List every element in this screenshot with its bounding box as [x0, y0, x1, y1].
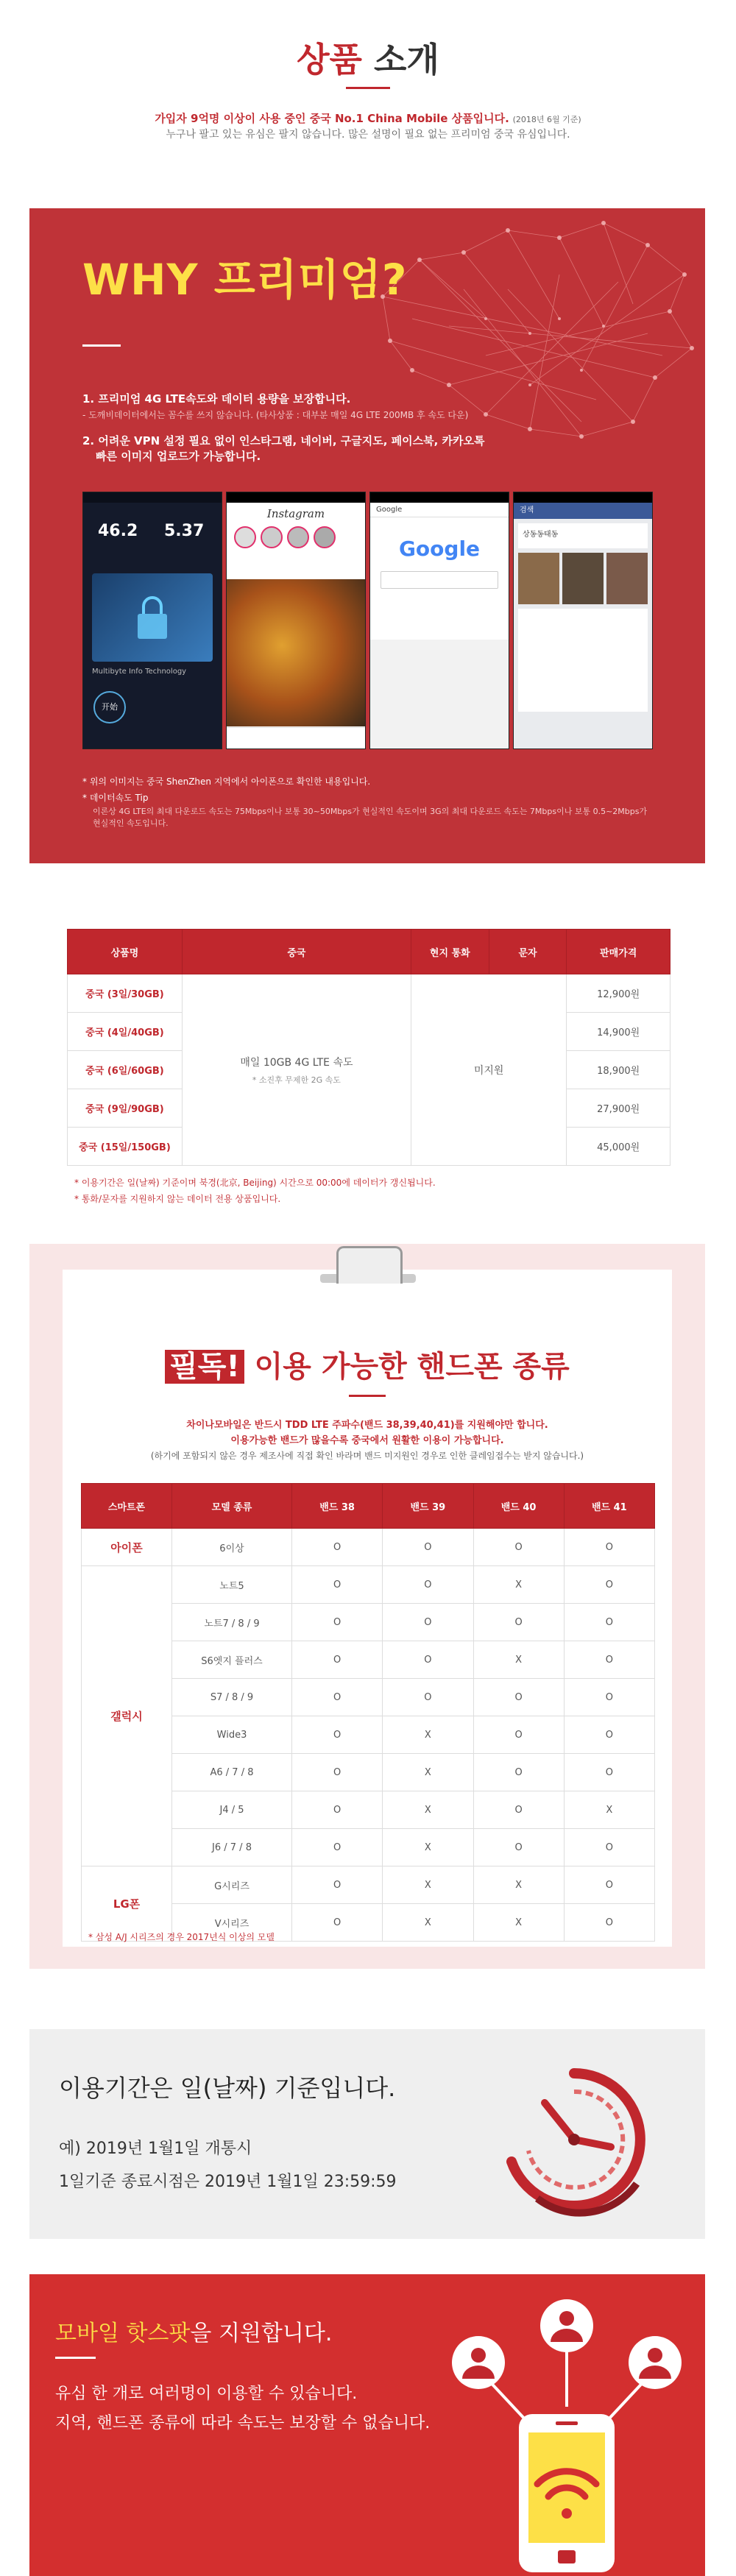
model-name: S7 / 8 / 9	[172, 1679, 292, 1716]
compat-header-b40: 밴드 40	[473, 1484, 564, 1529]
plan-name: 중국 (15일/150GB)	[68, 1128, 183, 1166]
model-name: J6 / 7 / 8	[172, 1829, 292, 1866]
band-41-support: X	[564, 1791, 654, 1829]
band-41-support: O	[564, 1754, 654, 1791]
hotspot-section	[29, 2274, 705, 2576]
hotspot-dash	[55, 2357, 96, 2359]
why-point-2-line1: 2. 어려운 VPN 설정 필요 없이 인스타그램, 네이버, 구글지도, 페이스북, 카카오톡	[82, 434, 485, 447]
intro-line1-bold: 가입자 9억명 이상이 사용 중인 중국 No.1 China Mobile 상품입니다.	[155, 112, 509, 125]
band-39-support: O	[383, 1566, 473, 1604]
facebook-screenshot	[513, 492, 653, 749]
table-row	[82, 1866, 655, 1904]
brand-apple: 아이폰	[82, 1529, 172, 1566]
band-38-support: O	[292, 1529, 383, 1566]
why-premium-section	[29, 208, 705, 863]
phones-desc-2: 이용가능한 밴드가 많을수록 중국에서 원활한 이용이 가능합니다.	[230, 1435, 504, 1446]
band-39-support: O	[383, 1529, 473, 1566]
google-tab[interactable]: Google	[370, 503, 509, 517]
band-38-support: O	[292, 1604, 383, 1641]
band-40-support: X	[473, 1641, 564, 1679]
band-41-support: O	[564, 1904, 654, 1942]
compatibility-note: * 삼성 A/J 시리즈의 경우 2017년식 이상의 모델	[88, 1932, 275, 1942]
band-40-support: O	[473, 1679, 564, 1716]
hotspot-title-rest: 을 지원합니다.	[190, 2321, 333, 2346]
story-avatar[interactable]	[287, 526, 309, 548]
intro-line1	[0, 110, 736, 126]
table-row	[82, 1566, 655, 1604]
speedtest-ping-value: 46.2	[98, 522, 138, 540]
price-header-price: 판매가격	[567, 930, 670, 974]
compatible-phones-section	[29, 1244, 705, 1969]
hotspot-line-1: 유심 한 개로 여러명이 이용할 수 있습니다.	[55, 2385, 358, 2403]
intro-title-part1: 상품	[297, 40, 362, 79]
band-40-support: O	[473, 1791, 564, 1829]
compat-header-b38: 밴드 38	[292, 1484, 383, 1529]
intro-title-part2: 소개	[374, 40, 439, 79]
why-title: WHY 프리미엄?	[82, 255, 408, 305]
band-41-support: O	[564, 1829, 654, 1866]
model-name: 6이상	[172, 1529, 292, 1566]
plan-price: 18,900원	[567, 1051, 670, 1089]
compatible-phones-title	[63, 1343, 672, 1385]
model-name: S6엣지 플러스	[172, 1641, 292, 1679]
google-footer	[370, 640, 509, 749]
model-name: J4 / 5	[172, 1791, 292, 1829]
band-40-support: X	[473, 1904, 564, 1942]
band-40-support: O	[473, 1829, 564, 1866]
hotspot-title-highlight: 모바일 핫스팟	[55, 2321, 191, 2346]
google-search-input[interactable]	[381, 571, 498, 589]
speedtest-ad-banner	[92, 573, 213, 662]
band-40-support: X	[473, 1566, 564, 1604]
band-39-support: X	[383, 1754, 473, 1791]
price-note-1: * 이용기간은 일(날짜) 기준이며 북경(北京, Beijing) 시간으로 00:00에 데이터가 갱신됩니다.	[74, 1178, 436, 1188]
band-39-support: X	[383, 1866, 473, 1904]
band-40-support: X	[473, 1866, 564, 1904]
band-38-support: O	[292, 1566, 383, 1604]
compatible-phones-card	[63, 1270, 672, 1947]
band-39-support: X	[383, 1904, 473, 1942]
phone-screenshots	[82, 492, 657, 749]
band-38-support: O	[292, 1866, 383, 1904]
hotspot-line-2: 지역, 핸드폰 종류에 따라 속도는 보장할 수 없습니다.	[55, 2414, 431, 2432]
clipboard-clip-ring-icon	[336, 1246, 403, 1284]
price-table	[67, 929, 670, 1166]
padlock-icon	[92, 573, 213, 662]
band-38-support: O	[292, 1641, 383, 1679]
plan-price: 14,900원	[567, 1013, 670, 1051]
compatible-phones-dash	[349, 1395, 386, 1397]
speedtest-download-value: 5.37	[164, 522, 205, 540]
band-38-support: O	[292, 1716, 383, 1754]
compat-header-b41: 밴드 41	[564, 1484, 654, 1529]
band-41-support: O	[564, 1529, 654, 1566]
speedtest-brand: Multibyte Info Technology	[92, 668, 187, 676]
plan-price: 45,000원	[567, 1128, 670, 1166]
intro-line2: 누구나 팔고 있는 유심은 팔지 않습니다. 많은 설명이 필요 없는 프리미엄 중국 유심입니다.	[166, 129, 570, 141]
band-41-support: O	[564, 1716, 654, 1754]
model-name: A6 / 7 / 8	[172, 1754, 292, 1791]
band-38-support: O	[292, 1679, 383, 1716]
facebook-photo	[606, 553, 648, 604]
facebook-status-box[interactable]: 상동동태동	[518, 523, 648, 548]
model-name: V시리즈	[172, 1904, 292, 1942]
model-name: Wide3	[172, 1716, 292, 1754]
story-avatar[interactable]	[234, 526, 256, 548]
phones-desc-1: 차이나모바일은 반드시 TDD LTE 주파수(밴드 38,39,40,41)를 지원해야만 합니다.	[186, 1420, 548, 1431]
why-point-1: 1. 프리미엄 4G LTE속도와 데이터 용량을 보장합니다.	[82, 392, 351, 406]
compatible-phones-title-text: 이용 가능한 핸드폰 종류	[244, 1350, 570, 1384]
band-39-support: O	[383, 1604, 473, 1641]
why-note-1: * 위의 이미지는 중국 ShenZhen 지역에서 아이폰으로 확인한 내용입니다.	[82, 776, 371, 787]
model-name: 노트5	[172, 1566, 292, 1604]
story-avatar[interactable]	[261, 526, 283, 548]
facebook-post	[518, 609, 648, 712]
intro-title	[0, 33, 736, 82]
brand-lg: LG폰	[82, 1866, 172, 1942]
instagram-screenshot	[226, 492, 366, 749]
why-title-dash	[82, 344, 121, 347]
band-39-support: O	[383, 1679, 473, 1716]
model-name: 노트7 / 8 / 9	[172, 1604, 292, 1641]
band-41-support: O	[564, 1604, 654, 1641]
plan-name: 중국 (6일/60GB)	[68, 1051, 183, 1089]
hotspot-title	[55, 2315, 332, 2347]
compatibility-table	[81, 1483, 655, 1942]
google-logo: Google	[398, 537, 481, 561]
instagram-logo: Instagram	[266, 507, 325, 520]
period-line-1: 예) 2019년 1월1일 개통시	[59, 2140, 252, 2158]
band-40-support: O	[473, 1716, 564, 1754]
price-header-call: 현지 통화	[411, 930, 489, 974]
speedtest-start-button[interactable]: 开始	[93, 691, 126, 723]
story-avatar[interactable]	[314, 526, 336, 548]
clock-icon	[486, 2059, 662, 2221]
why-point-1-sub: - 도깨비데이터에서는 꼼수를 쓰지 않습니다. (타사상품 : 대부분 매일 4G LTE 200MB 후 속도 다운)	[82, 410, 469, 420]
price-header-china: 중국	[182, 930, 411, 974]
facebook-photo	[518, 553, 559, 604]
plan-name: 중국 (4일/40GB)	[68, 1013, 183, 1051]
price-header-name: 상품명	[68, 930, 183, 974]
plan-price: 27,900원	[567, 1089, 670, 1128]
china-speed-sub: * 소진후 무제한 2G 속도	[252, 1075, 341, 1085]
price-header-sms: 문자	[489, 930, 567, 974]
table-row	[82, 1529, 655, 1566]
model-name: G시리즈	[172, 1866, 292, 1904]
intro-line1-small: (2018년 6월 기준)	[512, 115, 581, 124]
brand-samsung: 갤럭시	[82, 1566, 172, 1866]
band-41-support: O	[564, 1641, 654, 1679]
band-38-support: O	[292, 1754, 383, 1791]
facebook-photo	[562, 553, 604, 604]
band-40-support: O	[473, 1754, 564, 1791]
band-39-support: X	[383, 1829, 473, 1866]
why-note-2-sub: 이론상 4G LTE의 최대 다운로드 속도는 75Mbps이나 보통 30~50Mbps가 현실적인 속도이며 3G의 최대 다운로드 속도는 7Mbps이나 보통 0.5~2Mbps가 현실적인 속도입니다.	[93, 807, 648, 828]
china-speed-cell	[182, 974, 411, 1166]
plan-name: 중국 (9일/90GB)	[68, 1089, 183, 1128]
user-icon	[629, 2336, 682, 2389]
why-point-2-line2: 빠른 이미지 업로드가 가능합니다.	[96, 450, 261, 463]
intro-underline	[346, 87, 390, 89]
band-40-support: O	[473, 1529, 564, 1566]
compat-header-model: 모델 종류	[172, 1484, 292, 1529]
band-38-support: O	[292, 1791, 383, 1829]
hotspot-sharing-icon	[442, 2296, 692, 2576]
price-note-2: * 통화/문자를 지원하지 않는 데이터 전용 상품입니다.	[74, 1194, 281, 1204]
phones-desc-3: (하기에 포함되지 않은 경우 제조사에 직접 확인 바라며 밴드 미지원인 경우로 인한 클레임접수는 받지 않습니다.)	[150, 1451, 584, 1461]
why-note-2: * 데이터속도 Tip	[82, 793, 149, 803]
band-41-support: O	[564, 1866, 654, 1904]
band-38-support: O	[292, 1829, 383, 1866]
band-39-support: X	[383, 1716, 473, 1754]
call-sms-support: 미지원	[411, 974, 566, 1166]
band-41-support: O	[564, 1566, 654, 1604]
google-screenshot	[369, 492, 509, 749]
compat-header-b39: 밴드 39	[383, 1484, 473, 1529]
user-icon	[452, 2336, 505, 2389]
period-line-2: 1일기준 종료시점은 2019년 1월1일 23:59:59	[59, 2173, 397, 2191]
band-38-support: O	[292, 1904, 383, 1942]
instagram-bottom-nav	[227, 727, 365, 749]
band-39-support: O	[383, 1641, 473, 1679]
facebook-search-bar[interactable]: 검색	[514, 503, 652, 519]
must-read-badge: 필독!	[165, 1350, 244, 1384]
period-title: 이용기간은 일(날짜) 기준입니다.	[59, 2074, 396, 2102]
compat-header-phone: 스마트폰	[82, 1484, 172, 1529]
usage-period-section	[29, 2029, 705, 2239]
band-41-support: O	[564, 1679, 654, 1716]
china-speed-main: 매일 10GB 4G LTE 속도	[240, 1056, 353, 1069]
speedtest-screenshot	[82, 492, 222, 749]
instagram-leaf-photo	[227, 579, 365, 726]
table-row	[68, 974, 670, 1013]
user-icon	[540, 2299, 593, 2352]
plan-name: 중국 (3일/30GB)	[68, 974, 183, 1013]
band-40-support: O	[473, 1604, 564, 1641]
band-39-support: X	[383, 1791, 473, 1829]
plan-price: 12,900원	[567, 974, 670, 1013]
